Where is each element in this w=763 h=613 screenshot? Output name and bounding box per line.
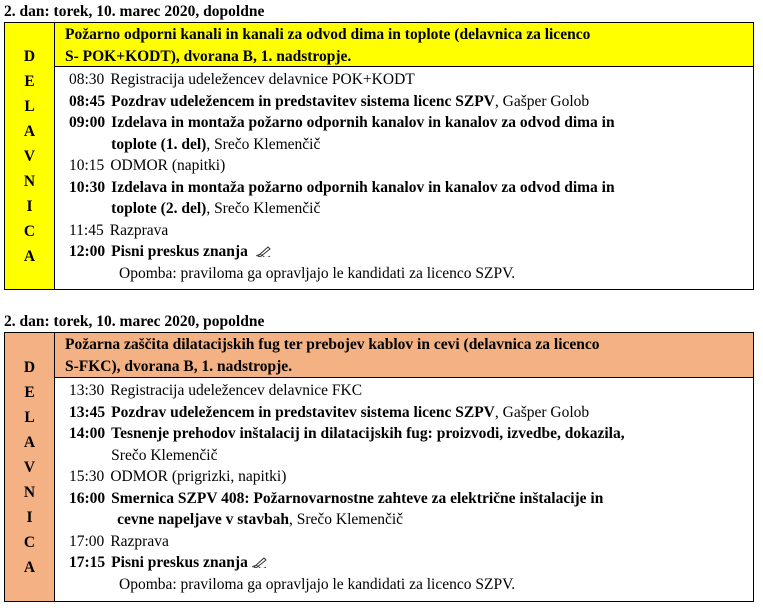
item-speaker: Srečo Klemenčič [111,446,218,464]
item-speaker: , Srečo Klemenčič [206,135,321,153]
workshop-block-afternoon [4,332,754,602]
schedule-item [69,91,753,113]
side-letter: I [26,197,33,215]
item-speaker: , Srečo Klemenčič [288,511,404,528]
item-text: ODMOR (prigrizki, napitki) [110,468,287,485]
workshop-title [55,23,753,67]
item-text: Razprava [110,532,169,550]
schedule-item [69,552,753,574]
item-text-continued: toplote (2. del) [111,200,207,217]
item-speaker: , Gašper Golob [494,403,590,421]
side-letter: D [23,358,36,376]
day-heading-afternoon: 2. dan: torek, 10. marec 2020, popoldne [4,313,265,330]
side-letter: A [23,433,36,451]
item-time: 17:00 [69,532,105,550]
schedule-item [69,69,753,91]
schedule-item [69,220,753,242]
side-letter: L [24,408,35,426]
item-time: 13:45 [69,403,106,421]
note-text: Opomba: praviloma ga opravljajo le kandidati za licenco SZPV. [119,576,516,594]
side-letter: A [23,247,36,265]
item-text: Pisni preskus znanja [111,243,248,260]
workshop-title-line: Požarno odporni kanali in kanali za odvod dima in toplote (delavnica za licenco [65,26,591,43]
schedule-item [69,423,753,466]
side-letter: V [23,458,36,476]
item-speaker: , Srečo Klemenčič [206,200,321,217]
side-letter: E [24,72,35,90]
schedule-item [69,380,753,402]
item-text: Pozdrav udeležencem in predstavitev sistema licenc SZPV [111,92,495,110]
workshop-title [55,333,753,378]
schedule-item [69,112,753,155]
item-time: 14:00 [69,425,106,442]
side-letter: V [23,147,36,165]
workshop-title-line: Požarna zaščita dilatacijskih fug ter prebojev kablov in cevi (delavnica za licenco [65,336,600,353]
item-text-continued: cevne napeljave v stavbah [117,511,289,528]
schedule-item [69,155,753,177]
item-text: ODMOR (napitki) [110,157,226,174]
schedule-list [55,378,753,596]
workshop-title-line: S-FKC), dvorana B, 1. nadstropje. [65,357,293,375]
item-time: 08:30 [69,71,105,88]
schedule-item [69,531,753,553]
item-time: 13:30 [69,382,105,399]
item-time: 17:15 [69,554,106,571]
side-letter: D [23,47,36,65]
item-time: 15:30 [69,468,105,485]
item-text: Razprava [109,221,169,239]
schedule-item [69,466,753,488]
item-text: Registracija udeležencev delavnice FKC [110,382,363,399]
side-letter: A [23,558,36,576]
side-letter: N [23,172,36,190]
side-letter: C [23,533,36,551]
item-time: 16:00 [69,489,106,507]
note-text: Opomba: praviloma ga opravljajo le kandidati za licenco SZPV. [119,265,516,283]
pen-writing-icon [252,553,268,575]
item-text-continued: toplote (1. del) [111,135,207,153]
item-time: 12:00 [69,243,106,260]
item-time: 10:30 [69,178,106,196]
item-speaker: , Gašper Golob [494,92,590,110]
item-text: Registracija udeležencev delavnice POK+KODT [110,71,415,88]
item-text: Smernica SZPV 408: Požarnovarnostne zahteve za električne inštalacije in [111,489,604,507]
workshop-block-morning [4,22,754,290]
item-text: Tesnenje prehodov inštalacij in dilatacijskih fug: proizvodi, izvedbe, dokazila, [111,425,625,442]
item-time: 09:00 [69,114,106,131]
item-time: 11:45 [69,221,104,239]
item-time: 10:15 [69,157,105,174]
day-heading-morning: 2. dan: torek, 10. marec 2020, dopoldne [4,3,265,20]
side-letter: N [23,483,36,501]
schedule-list [55,67,753,285]
workshop-title-line: S- POK+KODT), dvorana B, 1. nadstropje. [65,47,352,65]
item-text: Pisni preskus znanja [111,554,248,571]
item-time: 08:45 [69,92,106,110]
item-text: Pozdrav udeležencem in predstavitev sistema licenc SZPV [111,403,495,421]
side-letter: C [23,222,36,240]
schedule-item [69,177,753,220]
side-letter: I [26,508,33,526]
side-letter: E [24,383,35,401]
side-label-delavnica [5,333,55,601]
pen-writing-icon [256,242,272,264]
item-text: Izdelava in montaža požarno odpornih kanalov in kanalov za odvod dima in [111,114,615,131]
side-letter: L [24,97,35,115]
side-label-delavnica [5,23,55,289]
item-text: Izdelava in montaža požarno odpornih kanalov in kanalov za odvod dima in [111,178,615,196]
schedule-item [69,488,753,531]
side-letter: A [23,122,36,140]
schedule-item [69,241,753,263]
schedule-item [69,402,753,424]
